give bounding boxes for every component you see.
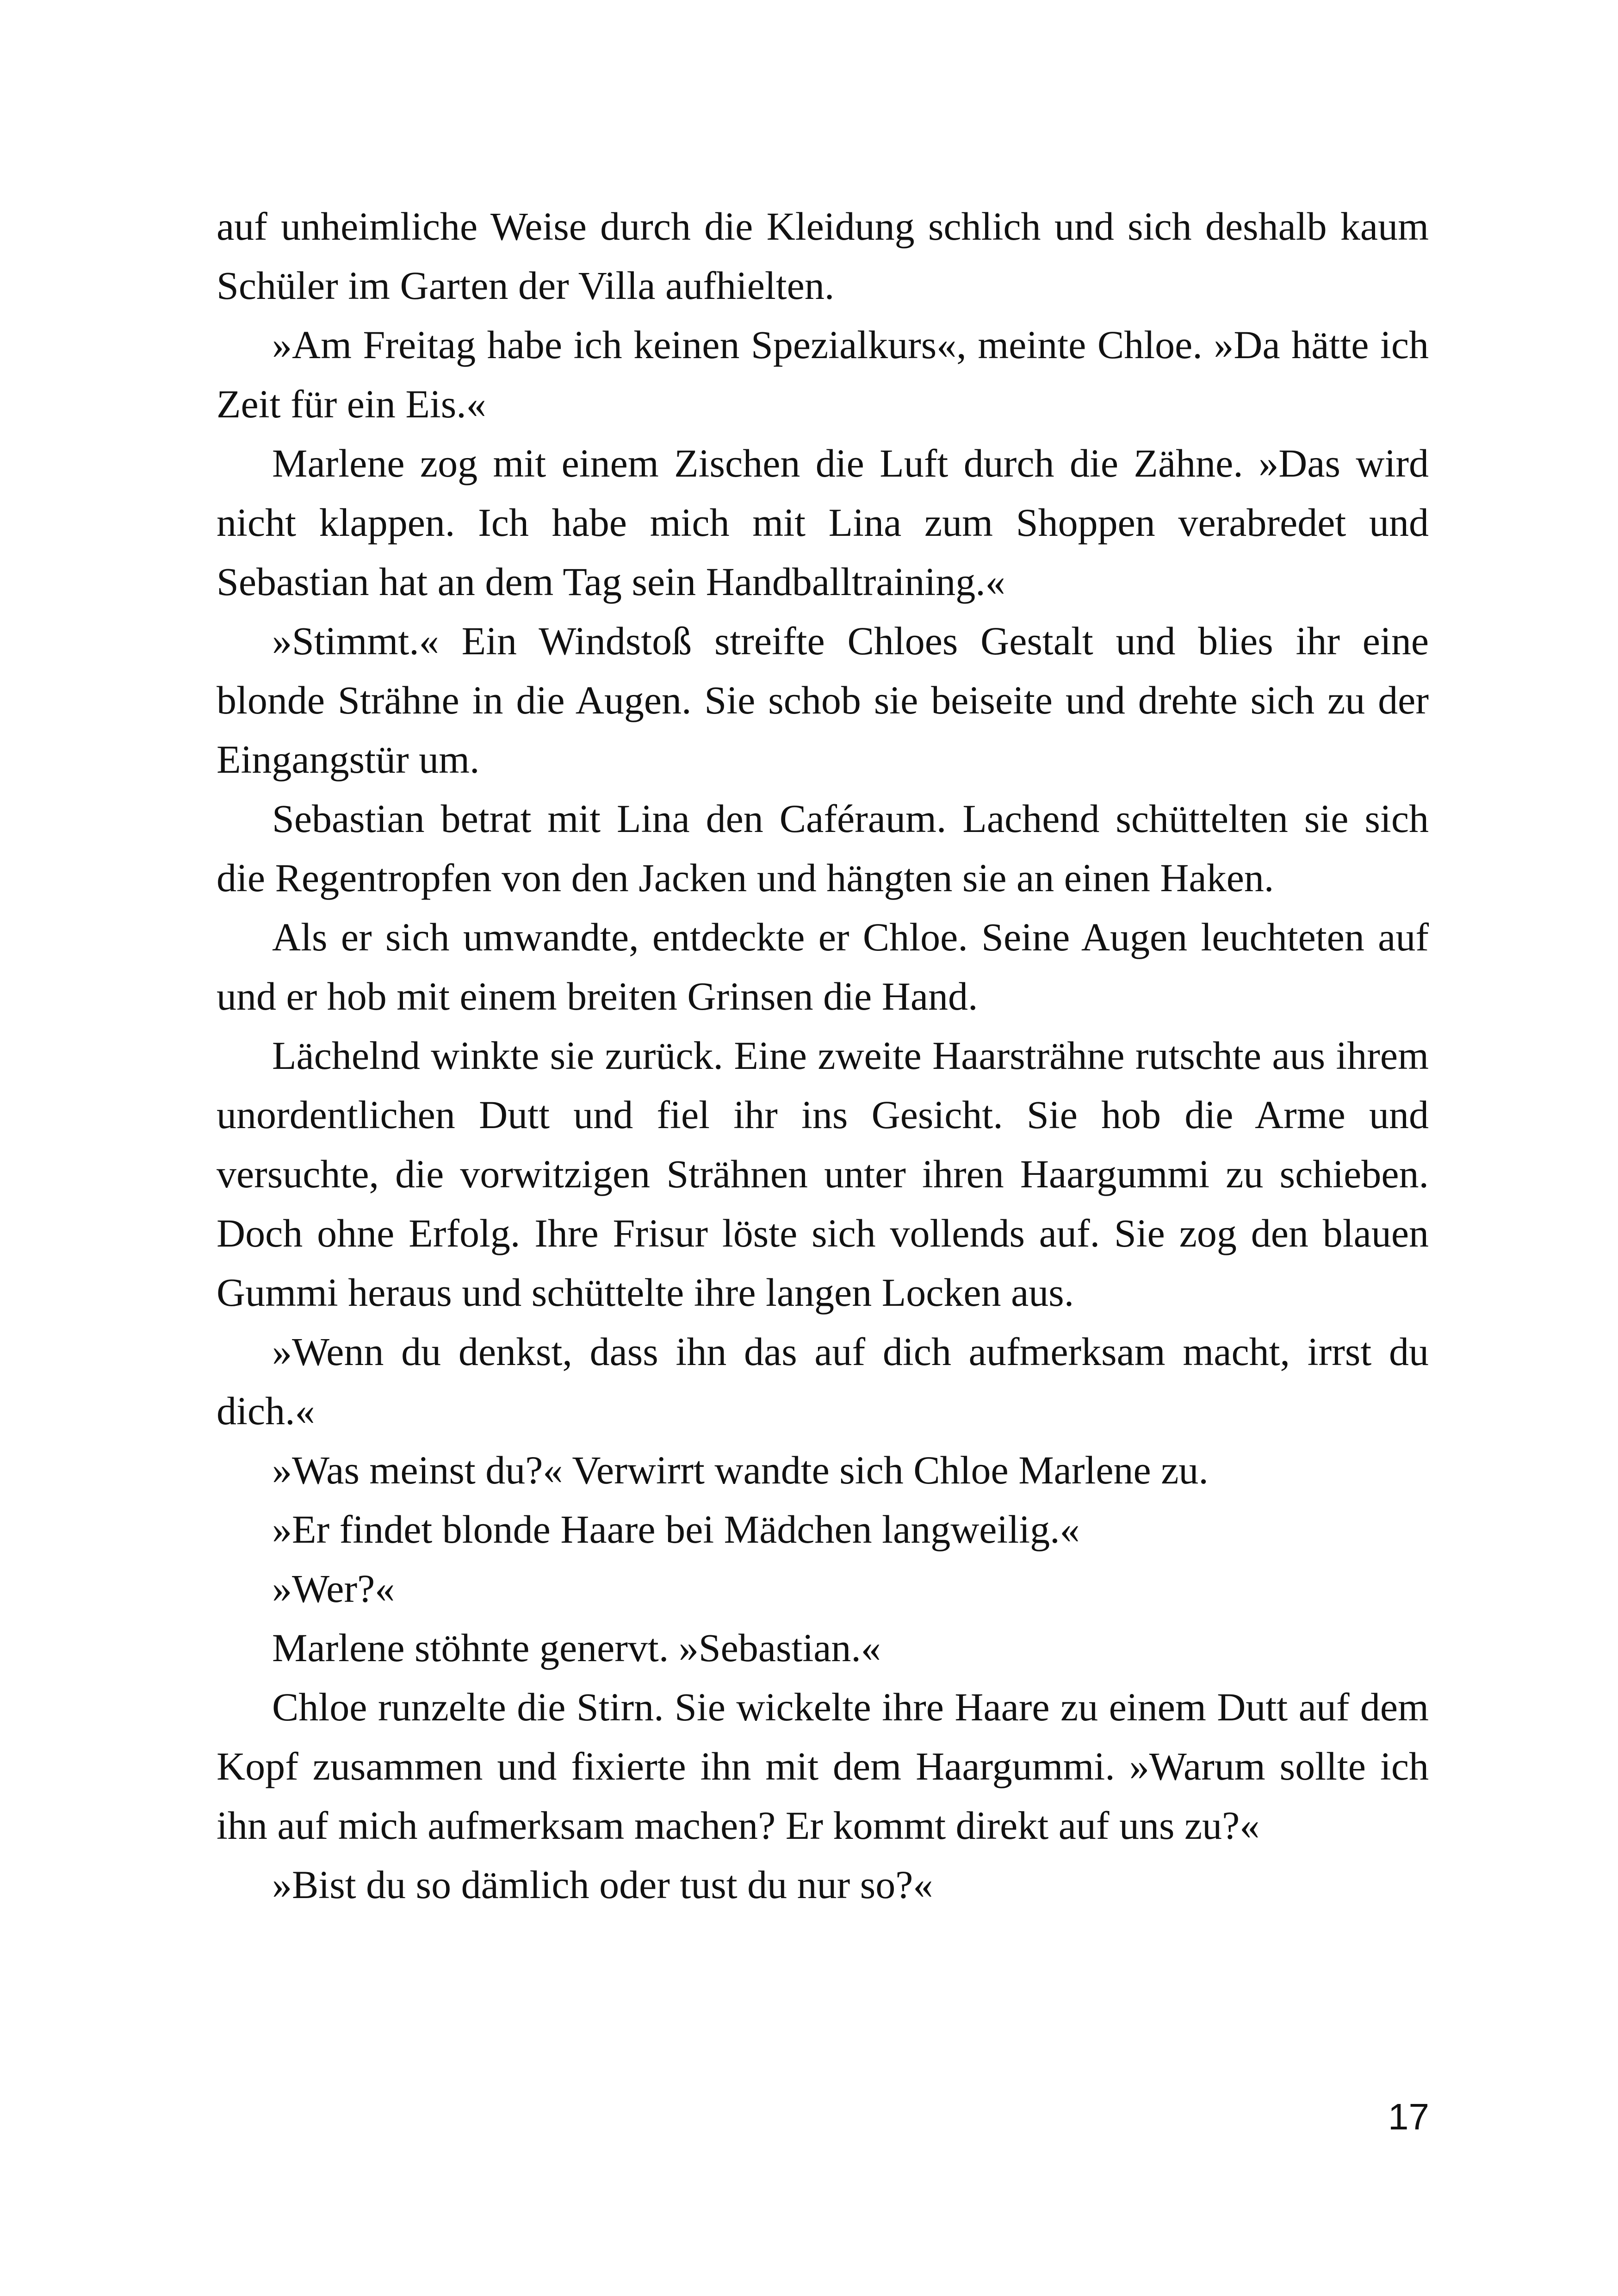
paragraph-4: »Stimmt.« Ein Windstoß streifte Chloes Gestalt und blies ihr eine blonde Strähne in die Augen. Sie schob sie beiseite und drehte sich zu der Eingangstür um. xyxy=(217,619,1429,782)
paragraph-2: »Am Freitag habe ich keinen Spezialkurs«, meinte Chloe. »Da hätte ich Zeit für ein Eis.« xyxy=(217,323,1429,426)
paragraph-12: Marlene stöhnte genervt. »Sebastian.« xyxy=(272,1626,881,1670)
paragraph-6: Als er sich umwandte, entdeckte er Chloe. Seine Augen leuchteten auf und er hob mit einem breiten Grinsen die Hand. xyxy=(217,915,1429,1018)
paragraph-11: »Wer?« xyxy=(272,1566,395,1611)
paragraph-13: Chloe runzelte die Stirn. Sie wickelte ihre Haare zu einem Dutt auf dem Kopf zusammen und fixierte ihn mit dem Haargummi. »Warum sollte ich ihn auf mich aufmerksam machen? Er kommt direkt auf uns zu?« xyxy=(217,1685,1429,1848)
paragraph-5: Sebastian betrat mit Lina den Caféraum. Lachend schüttelten sie sich die Regentropfen von den Jacken und hängten sie an einen Haken. xyxy=(217,796,1429,900)
paragraph-8: »Wenn du denkst, dass ihn das auf dich aufmerksam macht, irrst du dich.« xyxy=(217,1329,1429,1433)
paragraph-10: »Er findet blonde Haare bei Mädchen langweilig.« xyxy=(272,1507,1080,1551)
paragraph-14: »Bist du so dämlich oder tust du nur so?« xyxy=(272,1862,933,1907)
paragraph-7: Lächelnd winkte sie zurück. Eine zweite Haarsträhne rutschte aus ihrem unordentlichen Dutt und fiel ihr ins Gesicht. Sie hob die Arme und versuchte, die vorwitzigen Strähnen unter ihren Haargummi zu schieben. Doch ohne Erfolg. Ihre Frisur löste sich vollends auf. Sie zog den blauen Gummi heraus und schüttelte ihre langen Locken aus. xyxy=(217,1033,1429,1315)
paragraph-1: auf unheimliche Weise durch die Kleidung schlich und sich deshalb kaum Schüler im Garten der Villa aufhielten. xyxy=(217,204,1429,308)
page-number: 17 xyxy=(1388,2096,1429,2137)
paragraph-9: »Was meinst du?« Verwirrt wandte sich Chloe Marlene zu. xyxy=(272,1448,1209,1492)
paragraph-3: Marlene zog mit einem Zischen die Luft durch die Zähne. »Das wird nicht klappen. Ich habe mich mit Lina zum Shoppen verabredet und Sebastian hat an dem Tag sein Handballtraining.« xyxy=(217,441,1429,604)
body-text xyxy=(217,197,1429,1914)
